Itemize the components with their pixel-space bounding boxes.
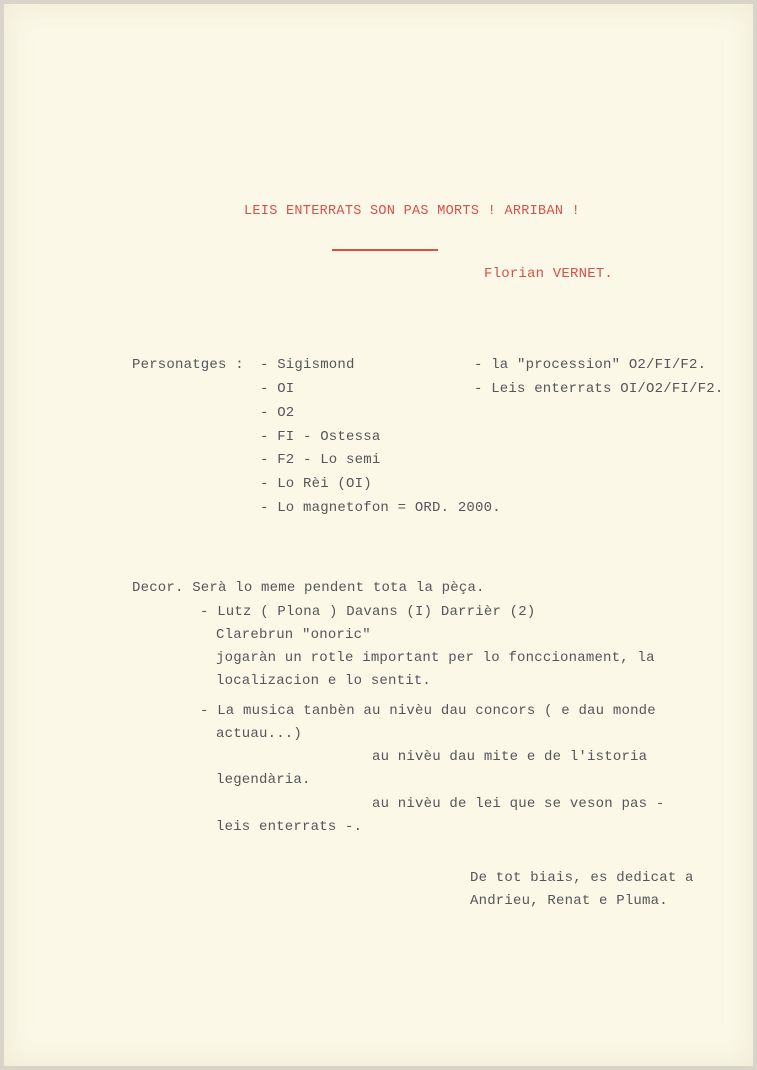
decor-line: localizacion e lo sentit. [216, 673, 432, 689]
cast-item: - Sigismond [260, 357, 355, 373]
cast-item: - OI [260, 381, 295, 397]
author-name: Florian VERNET. [484, 266, 614, 282]
cast-item: - Lo magnetofon = ORD. 2000. [260, 500, 501, 516]
decor-line: legendària. [216, 772, 311, 788]
decor-line: au nivèu dau mite e de l'istoria [372, 749, 648, 765]
cast-item: - F2 - Lo semi [260, 452, 381, 468]
decor-line: leis enterrats -. [216, 819, 363, 835]
cast-label: Personatges : [132, 357, 244, 373]
decor-line: Clarebrun "onoric" [216, 627, 371, 643]
decor-line: jogaràn un rotle important per lo foncсionament, la [216, 650, 655, 666]
cast-item: - FI - Ostessa [260, 429, 381, 445]
decor-line: - La musica tanbèn au nivèu dau concors ( e dau monde [200, 703, 656, 719]
title-underline-rule [332, 249, 438, 251]
dedication-line: De tot biais, es dedicat a [470, 870, 694, 886]
cast-item-right: - la "procession" O2/FI/F2. [474, 357, 707, 373]
decor-line: - Lutz ( Plona ) Davans (I) Darrièr (2) [200, 604, 536, 620]
cast-item: - Lo Rèi (OI) [260, 476, 372, 492]
play-title: LEIS ENTERRATS SON PAS MORTS ! ARRIBAN ! [244, 204, 581, 219]
cast-item-right: - Leis enterrats OI/O2/FI/F2. [474, 381, 724, 397]
dedication-line: Andrieu, Renat e Pluma. [470, 893, 668, 909]
cast-item: - O2 [260, 405, 295, 421]
decor-line: au nivèu de lei que se veson pas - [372, 796, 665, 812]
decor-line: actuau...) [216, 726, 303, 742]
decor-line: Decor. Serà lo meme pendent tota la pèça. [132, 580, 485, 596]
document-page [4, 4, 753, 1066]
